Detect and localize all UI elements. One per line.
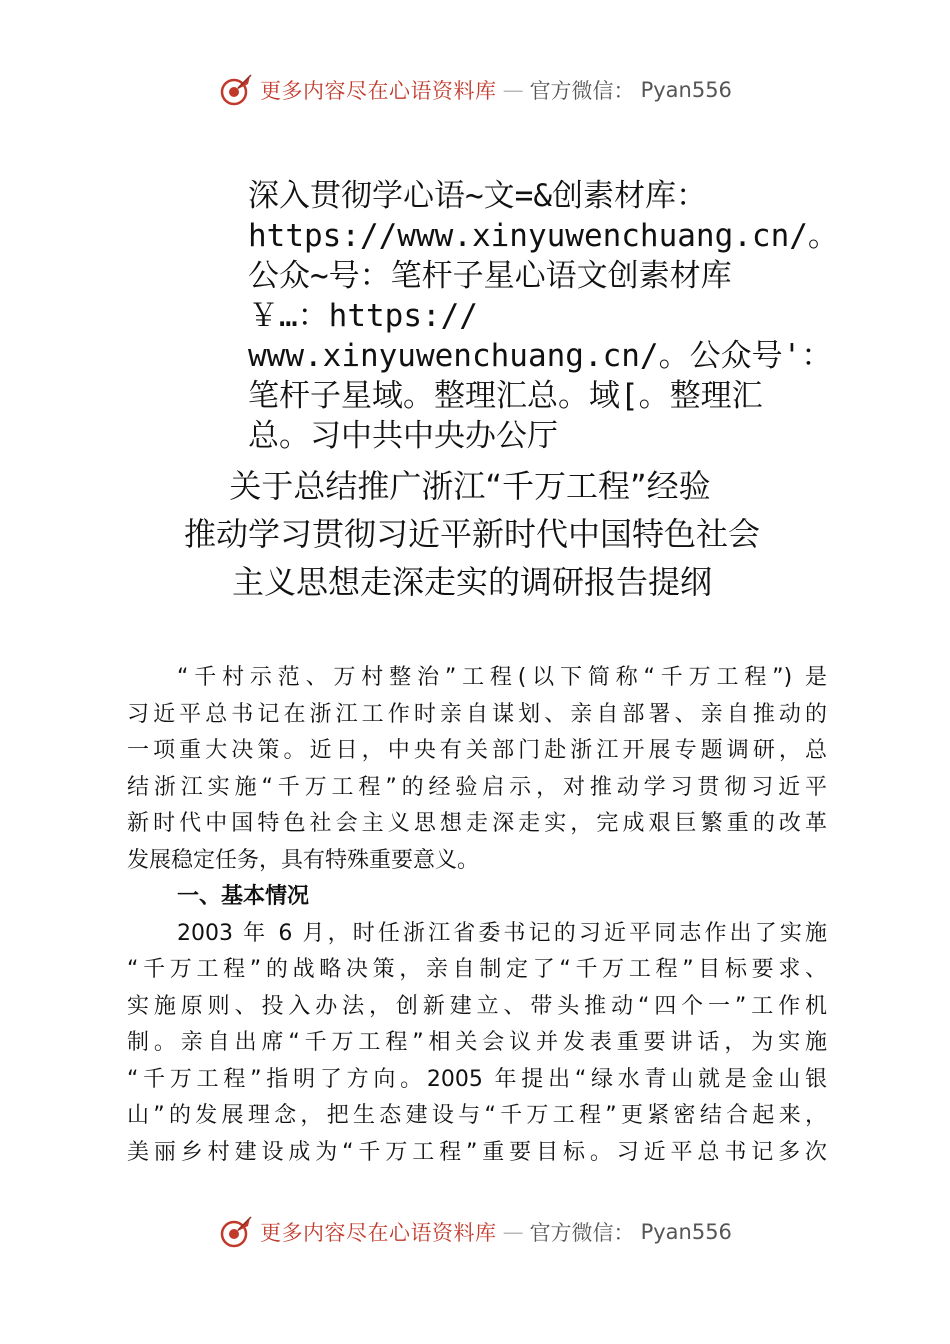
paragraph-line: 新时代中国特色社会主义思想走深走实，完成艰巨繁重的改革 xyxy=(127,811,827,836)
paragraph-line: 结浙江实施“千万工程”的经验启示，对推动学习贯彻习近平 xyxy=(127,774,827,800)
paragraph-line: 习近平总书记在浙江工作时亲自谋划、亲自部署、亲自推动的 xyxy=(127,701,827,727)
paragraph-line: 山”的发展理念，把生态建设与“千万工程”更紧密结合起来， xyxy=(127,1103,827,1128)
watermark-line: ￥…：https:// xyxy=(248,298,478,334)
banner-separator: — xyxy=(502,78,524,102)
title-line: 关于总结推广浙江“千万工程”经验 xyxy=(229,467,711,505)
source-watermark-block xyxy=(248,176,848,456)
paragraph-line: 发展稳定任务，具有特殊重要意义。 xyxy=(127,847,480,873)
watermark-line: 深入贯彻学心语~文=&创素材库： xyxy=(248,178,707,214)
paragraph-line: 制。亲自出席“千万工程”相关会议并发表重要讲话，为实施 xyxy=(127,1030,827,1055)
banner-separator: — xyxy=(502,1220,524,1244)
watermark-line: www.xinyuwenchuang.cn/。公众号'： xyxy=(248,338,833,374)
paragraph-line: 2003 年 6 月，时任浙江省委书记的习近平同志作出了实施 xyxy=(177,920,827,946)
document-body xyxy=(127,660,827,1171)
watermark-line: https://www.xinyuwenchuang.cn/。 xyxy=(248,218,839,254)
paragraph-line: “千万工程”指明了方向。2005 年提出“绿水青山就是金山银 xyxy=(127,1066,827,1092)
paragraph-line: 实施原则、投入办法，创新建立、带头推动“四个一”工作机 xyxy=(127,993,827,1019)
quill-logo-icon xyxy=(218,1214,254,1250)
watermark-line: 公众~号：笔杆子星心语文创素材库 xyxy=(248,258,732,294)
banner-wechat-id: Pyan556 xyxy=(640,78,732,102)
watermark-line: 笔杆子星域。整理汇总。域[。整理汇 xyxy=(248,378,763,414)
paragraph-line: 一项重大决策。近日，中央有关部门赴浙江开展专题调研，总 xyxy=(127,738,827,763)
paragraph-line: “千万工程”的战略决策，亲自制定了“千万工程”目标要求、 xyxy=(127,957,827,982)
watermark-line: 总。习中共中央办公厅 xyxy=(248,418,558,454)
banner-wechat-label: 官方微信： xyxy=(529,79,635,103)
quill-logo-icon xyxy=(218,72,254,108)
footer-banner xyxy=(0,1212,950,1252)
section-heading: 一、基本情况 xyxy=(177,884,310,909)
paragraph-line: “千村示范、万村整治”工程(以下简称“千万工程”) 是 xyxy=(177,665,827,690)
document-title xyxy=(0,462,950,606)
paragraph-line: 美丽乡村建设成为“千万工程”重要目标。习近平总书记多次 xyxy=(127,1139,827,1165)
banner-wechat-id: Pyan556 xyxy=(640,1220,732,1244)
banner-wechat-label: 官方微信： xyxy=(529,1221,635,1245)
title-line: 推动学习贯彻习近平新时代中国特色社会 xyxy=(183,515,760,553)
header-banner xyxy=(0,70,950,110)
title-line: 主义思想走深走实的调研报告提纲 xyxy=(231,563,712,601)
banner-text: 更多内容尽在心语资料库 xyxy=(260,1221,497,1245)
banner-text: 更多内容尽在心语资料库 xyxy=(260,79,497,103)
